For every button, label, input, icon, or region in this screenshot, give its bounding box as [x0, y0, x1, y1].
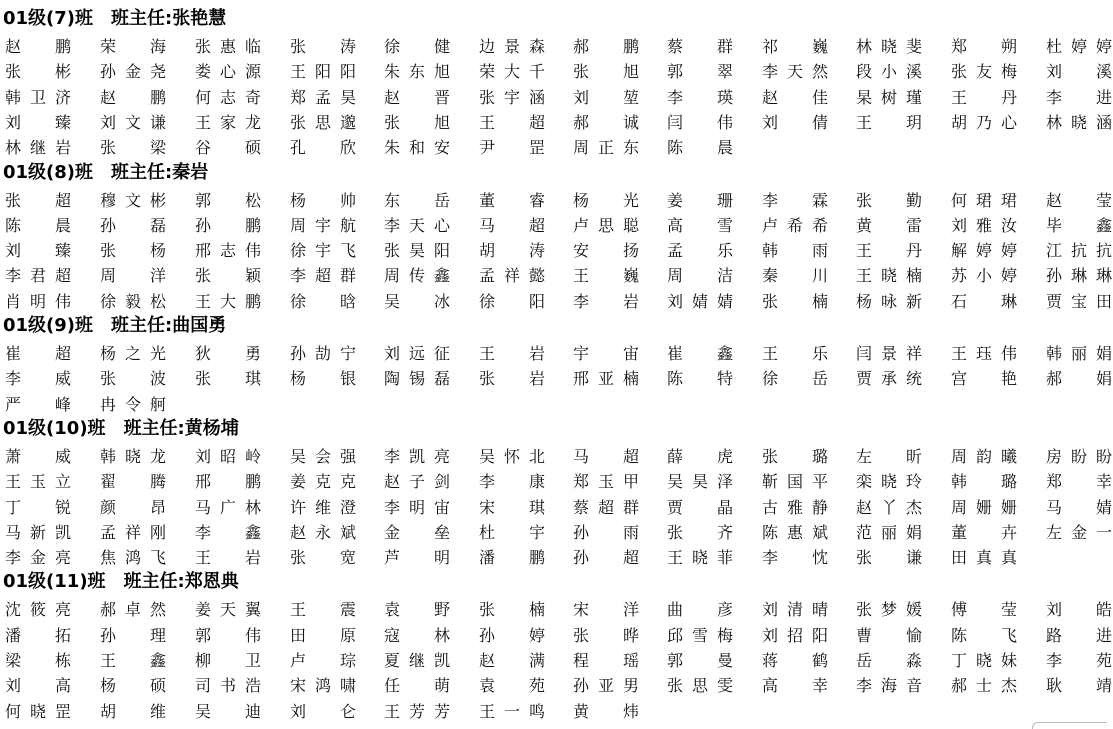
student-name: 孙理	[100, 625, 166, 645]
student-name: 王家龙	[195, 112, 261, 132]
student-row	[0, 85, 1113, 110]
student-name: 陈晨	[5, 215, 71, 235]
student-row	[0, 648, 1113, 673]
student-name: 赵满	[479, 651, 545, 670]
student-name: 刘仑	[290, 701, 356, 721]
class-header	[3, 417, 239, 441]
student-name: 张梁	[100, 138, 166, 158]
homeroom-teacher-label: 班主任:秦岩	[111, 161, 209, 183]
student-name: 周传鑫	[384, 266, 450, 286]
class-header	[3, 314, 226, 338]
student-name: 张思雯	[667, 676, 733, 696]
student-name: 刘臻	[5, 241, 71, 261]
student-name: 黄炜	[573, 701, 639, 721]
student-name: 朱东旭	[384, 62, 450, 82]
student-name: 刘高	[5, 676, 71, 696]
student-name: 张杨	[100, 241, 166, 261]
student-name: 邢亚楠	[573, 369, 639, 389]
student-name: 董卉	[951, 522, 1017, 542]
student-name: 王珏伟	[951, 344, 1017, 363]
student-name: 孙亚男	[573, 676, 639, 696]
student-name: 郭曼	[667, 651, 733, 670]
student-name: 孙雨	[573, 522, 639, 542]
student-name: 傅莹	[951, 600, 1017, 620]
student-name: 李天然	[762, 62, 828, 82]
student-row	[0, 135, 1113, 160]
student-name: 张梦媛	[856, 600, 922, 620]
class-title: 01级(10)班	[3, 417, 106, 439]
student-name: 李金亮	[5, 548, 71, 568]
student-name: 赵莹	[1046, 190, 1112, 210]
student-name: 张旭	[573, 62, 639, 82]
student-name: 冉令舸	[100, 394, 166, 414]
student-name: 孙劼宁	[290, 344, 356, 363]
student-name: 毕鑫	[1046, 215, 1112, 235]
student-name: 贾宝田	[1046, 291, 1112, 311]
student-name: 安扬	[573, 241, 639, 261]
student-row	[0, 392, 1113, 417]
student-name: 刘招阳	[762, 625, 828, 645]
student-name: 张楠	[479, 600, 545, 620]
student-row	[0, 110, 1113, 135]
student-name: 张旭	[384, 112, 450, 132]
class-header	[3, 570, 239, 594]
student-name: 赵丫杰	[856, 497, 922, 517]
student-name: 张友梅	[951, 62, 1017, 82]
student-name: 李超群	[290, 266, 356, 286]
student-name: 陈飞	[951, 625, 1017, 645]
student-name: 吴怀北	[479, 446, 545, 466]
student-name: 宋洋	[573, 600, 639, 620]
student-name: 闫伟	[667, 112, 733, 132]
student-name: 何晓罡	[5, 701, 71, 721]
student-name: 孔欣	[290, 138, 356, 158]
student-name: 张彬	[5, 62, 71, 82]
student-name: 王乐	[762, 344, 828, 363]
student-name: 张宽	[290, 548, 356, 568]
student-row	[0, 469, 1113, 494]
student-name: 郑孟昊	[290, 87, 356, 107]
student-name: 杜宇	[479, 522, 545, 542]
student-name: 王阳阳	[290, 62, 356, 82]
student-name: 李康	[479, 472, 545, 492]
student-name: 宫艳	[951, 369, 1017, 389]
student-name: 刘昭岭	[195, 446, 261, 466]
student-name: 娄心源	[195, 62, 261, 82]
homeroom-teacher-label: 班主任:张艳慧	[111, 8, 227, 29]
student-name: 左金一	[1046, 522, 1112, 542]
student-name: 王岩	[195, 548, 261, 568]
student-name: 赵永斌	[290, 522, 356, 542]
student-name: 张颖	[195, 266, 261, 286]
student-name: 吴会强	[290, 446, 356, 466]
student-name: 蒋鹤	[762, 651, 828, 670]
student-name: 王一鸣	[479, 701, 545, 721]
student-name: 贾晶	[667, 497, 733, 517]
student-name: 杨银	[290, 369, 356, 389]
student-name: 赵晋	[384, 87, 450, 107]
student-name: 周正东	[573, 138, 639, 158]
student-name: 寇林	[384, 625, 450, 645]
student-name: 路进	[1046, 625, 1112, 645]
student-name: 李苑	[1046, 651, 1112, 670]
student-name: 刘文谦	[100, 112, 166, 132]
student-name: 李海音	[856, 676, 922, 696]
student-name: 邱雪梅	[667, 625, 733, 645]
student-name: 姜珊	[667, 190, 733, 210]
student-name: 靳国平	[762, 472, 828, 492]
student-name: 崔超	[5, 344, 71, 363]
student-name: 吴冰	[384, 291, 450, 311]
student-name: 秦川	[762, 266, 828, 286]
student-name: 石琳	[951, 291, 1017, 311]
student-name: 徐健	[384, 37, 450, 56]
student-name: 李君超	[5, 266, 71, 286]
student-name: 赵鹏	[100, 87, 166, 107]
student-row	[0, 238, 1113, 263]
student-name: 孟祥刚	[100, 522, 166, 542]
class-title: 01级(9)班	[3, 315, 94, 336]
student-name: 段小溪	[856, 62, 922, 82]
student-name: 刘皓	[1046, 600, 1112, 620]
student-name: 曹愉	[856, 625, 922, 645]
student-name: 姜天翼	[195, 600, 261, 620]
student-name: 王丹	[856, 241, 922, 261]
student-name: 李明宙	[384, 497, 450, 517]
student-name: 芦明	[384, 548, 450, 568]
student-name: 卢希希	[762, 215, 828, 235]
student-name: 徐阳	[479, 291, 545, 311]
student-name: 田真真	[951, 548, 1017, 568]
student-name: 李天心	[384, 215, 450, 235]
student-name: 穆文彬	[100, 190, 166, 210]
student-row	[0, 673, 1113, 698]
student-name: 岳淼	[856, 651, 922, 670]
student-name: 王超	[479, 112, 545, 132]
student-name: 耿靖	[1046, 676, 1112, 696]
student-name: 马新凯	[5, 522, 71, 542]
student-name: 李瑛	[667, 87, 733, 107]
student-name: 陶锡磊	[384, 369, 450, 389]
student-name: 解婷婷	[951, 241, 1017, 261]
student-name: 东岳	[384, 190, 450, 210]
student-name: 陈惠斌	[762, 522, 828, 542]
student-name: 房盼盼	[1046, 446, 1112, 466]
student-row	[0, 188, 1113, 213]
student-name: 赵子剑	[384, 472, 450, 492]
student-name: 韩璐	[951, 472, 1017, 492]
student-row	[0, 623, 1113, 648]
homeroom-teacher-label: 班主任:郑恩典	[123, 571, 239, 593]
student-name: 程瑶	[573, 651, 639, 670]
student-name: 吴昊泽	[667, 472, 733, 492]
student-row	[0, 341, 1113, 366]
student-name: 杨咏新	[856, 291, 922, 311]
student-name: 祁巍	[762, 37, 828, 56]
class-header	[3, 161, 208, 185]
student-name: 古雅静	[762, 497, 828, 517]
student-name: 孟乐	[667, 241, 733, 261]
student-name: 周姗姗	[951, 497, 1017, 517]
student-name: 林晓斐	[856, 37, 922, 56]
student-name: 张谦	[856, 548, 922, 568]
student-name: 刘臻	[5, 112, 71, 132]
student-name: 郭翠	[667, 62, 733, 82]
student-name: 丁晓妹	[951, 651, 1017, 670]
student-name: 范丽娟	[856, 522, 922, 542]
student-name: 金垒	[384, 522, 450, 542]
student-name: 李鑫	[195, 522, 261, 542]
student-name: 王芳芳	[384, 701, 450, 721]
student-name: 潘拓	[5, 625, 71, 645]
student-name: 薛虎	[667, 446, 733, 466]
student-name: 李威	[5, 369, 71, 389]
student-name: 周洁	[667, 266, 733, 286]
student-name: 刘倩	[762, 112, 828, 132]
student-name: 卢思聪	[573, 215, 639, 235]
student-name: 张琪	[195, 369, 261, 389]
student-name: 张宇涵	[479, 87, 545, 107]
student-name: 卢琮	[290, 651, 356, 670]
student-name: 袁苑	[479, 676, 545, 696]
student-name: 栾晓玲	[856, 472, 922, 492]
student-name: 赵佳	[762, 87, 828, 107]
student-name: 董睿	[479, 190, 545, 210]
student-name: 胡涛	[479, 241, 545, 261]
student-name: 韩卫济	[5, 87, 71, 107]
student-name: 张勤	[856, 190, 922, 210]
student-name: 宇宙	[573, 344, 639, 363]
student-row	[0, 213, 1113, 238]
student-name: 颜昂	[100, 497, 166, 517]
student-row	[0, 366, 1113, 391]
student-name: 王丹	[951, 87, 1017, 107]
student-name: 王岩	[479, 344, 545, 363]
student-name: 孙超	[573, 548, 639, 568]
student-name: 杨光	[573, 190, 639, 210]
student-name: 严峰	[5, 394, 71, 414]
student-name: 司书浩	[195, 676, 261, 696]
student-name: 孙琳琳	[1046, 266, 1112, 286]
student-name: 王玉立	[5, 472, 71, 492]
student-name: 张惠临	[195, 37, 261, 56]
student-name: 周韵曦	[951, 446, 1017, 466]
student-name: 郝士杰	[951, 676, 1017, 696]
student-name: 蔡群	[667, 37, 733, 56]
student-row	[0, 59, 1113, 84]
student-row	[0, 495, 1113, 520]
student-name: 郑幸	[1046, 472, 1112, 492]
student-row	[0, 263, 1113, 288]
student-name: 任萌	[384, 676, 450, 696]
student-name: 王玥	[856, 112, 922, 132]
student-row	[0, 699, 1113, 724]
student-name: 狄勇	[195, 344, 261, 363]
student-name: 刘婧婧	[667, 291, 733, 311]
student-name: 许维澄	[290, 497, 356, 517]
student-row	[0, 289, 1113, 314]
student-name: 陈特	[667, 369, 733, 389]
student-name: 孙婷	[479, 625, 545, 645]
student-name: 崔鑫	[667, 344, 733, 363]
student-name: 沈筱亮	[5, 600, 71, 620]
student-name: 肖明伟	[5, 291, 71, 311]
student-name: 王巍	[573, 266, 639, 286]
student-name: 马婧	[1046, 497, 1112, 517]
student-name: 何志奇	[195, 87, 261, 107]
student-name: 王鑫	[100, 651, 166, 670]
student-name: 苏小婷	[951, 266, 1017, 286]
student-name: 谷硕	[195, 138, 261, 158]
homeroom-teacher-label: 班主任:曲国勇	[111, 315, 227, 336]
student-name: 张昊阳	[384, 241, 450, 261]
student-name: 郭伟	[195, 625, 261, 645]
student-name: 周宇航	[290, 215, 356, 235]
student-name: 陈晨	[667, 138, 733, 158]
student-name: 姜克克	[290, 472, 356, 492]
student-name: 闫景祥	[856, 344, 922, 363]
student-name: 徐晗	[290, 291, 356, 311]
student-name: 王震	[290, 600, 356, 620]
student-name: 袁野	[384, 600, 450, 620]
student-name: 韩丽娟	[1046, 344, 1112, 363]
student-name: 李岩	[573, 291, 639, 311]
student-name: 高雪	[667, 215, 733, 235]
student-name: 丁锐	[5, 497, 71, 517]
student-name: 周洋	[100, 266, 166, 286]
student-name: 左昕	[856, 446, 922, 466]
student-name: 朱和安	[384, 138, 450, 158]
student-name: 刘远征	[384, 344, 450, 363]
student-name: 杨之光	[100, 344, 166, 363]
student-name: 赵鹏	[5, 37, 71, 56]
student-name: 张璐	[762, 446, 828, 466]
student-name: 黄雷	[856, 215, 922, 235]
student-row	[0, 545, 1113, 570]
student-name: 孟祥懿	[479, 266, 545, 286]
student-name: 焦鸿飞	[100, 548, 166, 568]
student-name: 胡乃心	[951, 112, 1017, 132]
student-name: 边景森	[479, 37, 545, 56]
class-title: 01级(7)班	[3, 8, 94, 29]
student-name: 蔡超群	[573, 497, 639, 517]
student-row	[0, 34, 1113, 59]
student-name: 贾承统	[856, 369, 922, 389]
student-name: 韩晓龙	[100, 446, 166, 466]
student-name: 郝娟	[1046, 369, 1112, 389]
student-name: 荣大千	[479, 62, 545, 82]
class-title: 01级(11)班	[3, 571, 106, 593]
student-name: 李忱	[762, 548, 828, 568]
student-name: 马超	[573, 446, 639, 466]
student-name: 李进	[1046, 87, 1112, 107]
student-row	[0, 597, 1113, 622]
student-name: 邢鹏	[195, 472, 261, 492]
student-name: 杨帅	[290, 190, 356, 210]
student-name: 林继岩	[5, 138, 71, 158]
student-name: 翟腾	[100, 472, 166, 492]
student-name: 曲彦	[667, 600, 733, 620]
student-name: 韩雨	[762, 241, 828, 261]
student-name: 王晓楠	[856, 266, 922, 286]
student-name: 王大鹏	[195, 291, 261, 311]
student-name: 刘堃	[573, 87, 639, 107]
student-name: 徐宇飞	[290, 241, 356, 261]
student-name: 宋琪	[479, 497, 545, 517]
student-name: 徐岳	[762, 369, 828, 389]
student-name: 张岩	[479, 369, 545, 389]
student-name: 林晓涵	[1046, 112, 1112, 132]
student-name: 胡维	[100, 701, 166, 721]
homeroom-teacher-label: 班主任:黄杨埔	[123, 417, 239, 439]
student-name: 孙金尧	[100, 62, 166, 82]
student-name: 张思邈	[290, 112, 356, 132]
student-name: 荣海	[100, 37, 166, 56]
student-name: 萧威	[5, 446, 71, 466]
student-name: 刘溪	[1046, 62, 1112, 82]
student-name: 邢志伟	[195, 241, 261, 261]
class-title: 01级(8)班	[3, 161, 94, 183]
student-name: 张楠	[762, 291, 828, 311]
student-name: 刘雅汝	[951, 215, 1017, 235]
student-name: 郑玉甲	[573, 472, 639, 492]
student-name: 郝诚	[573, 112, 639, 132]
student-name: 张波	[100, 369, 166, 389]
student-name: 江抗抗	[1046, 241, 1112, 261]
student-name: 吴迪	[195, 701, 261, 721]
student-row	[0, 444, 1113, 469]
student-name: 杨硕	[100, 676, 166, 696]
student-name: 马广林	[195, 497, 261, 517]
student-name: 李霖	[762, 190, 828, 210]
student-name: 张超	[5, 190, 71, 210]
student-name: 刘清晴	[762, 600, 828, 620]
student-name: 夏继凯	[384, 651, 450, 670]
student-name: 尹罡	[479, 138, 545, 158]
student-name: 李凯亮	[384, 446, 450, 466]
student-name: 孙磊	[100, 215, 166, 235]
page-corner-mark	[1032, 722, 1107, 729]
student-name: 郝鹏	[573, 37, 639, 56]
student-name: 郑朔	[951, 37, 1017, 56]
student-name: 郝卓然	[100, 600, 166, 620]
student-name: 潘鹏	[479, 548, 545, 568]
student-name: 张齐	[667, 522, 733, 542]
student-name: 徐毅松	[100, 291, 166, 311]
student-name: 郭松	[195, 190, 261, 210]
student-name: 杜婷婷	[1046, 37, 1112, 56]
student-name: 宋鸿啸	[290, 676, 356, 696]
student-name: 高幸	[762, 676, 828, 696]
student-name: 马超	[479, 215, 545, 235]
student-name: 王晓菲	[667, 548, 733, 568]
student-row	[0, 520, 1113, 545]
class-header	[3, 7, 226, 31]
student-name: 梁栋	[5, 651, 71, 670]
student-name: 杲树瑾	[856, 87, 922, 107]
student-name: 张涛	[290, 37, 356, 56]
student-name: 孙鹏	[195, 215, 261, 235]
student-name: 何珺珺	[951, 190, 1017, 210]
student-name: 张晔	[573, 625, 639, 645]
student-name: 柳卫	[195, 651, 261, 670]
student-name: 田原	[290, 625, 356, 645]
